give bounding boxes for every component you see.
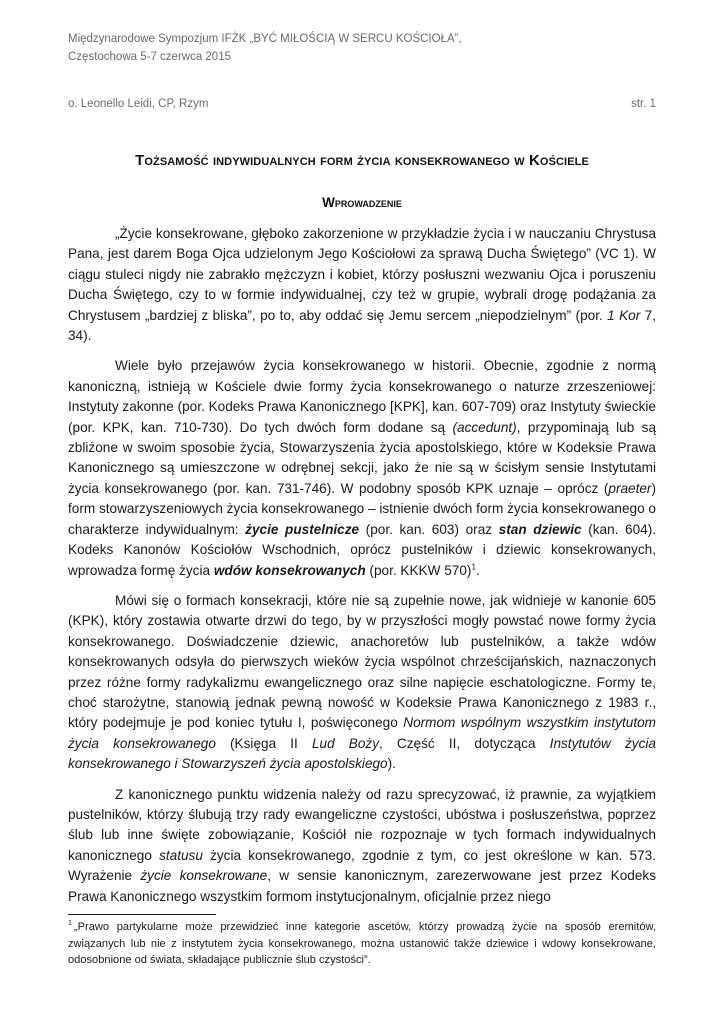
section-heading: Wprowadzenie (322, 195, 402, 210)
footnote-number: 1 (68, 920, 72, 928)
running-header-line-1: Międzynarodowe Sympozjum IFŻK „BYĆ MIŁOŚCIĄ W SERCU KOŚCIOŁA”, (68, 33, 462, 45)
footnote-text: „Prawo partykularne może przewidzieć inne kategorie ascetów, którzy prowadzą życie na sposób eremitów, związanych lub nie z instytutem życia konsekrowanego, można ustanowić także dziewice i wdowy konsekrowane, odosobnione od świata, składające publicznie ślub czystości”. (68, 921, 656, 966)
running-header-line-2: Częstochowa 5-7 czerwca 2015 (68, 51, 231, 63)
footnote (68, 919, 656, 969)
paragraph-2: Wiele było przejawów życia konsekrowanego w historii. Obecnie, zgodnie z normą kanoniczną, istnieją w Kościele dwie formy życia konsekrowanego o naturze zrzeszeniowej: Instytuty zakonne (por. Kodeks Prawa Kanonicznego [KPK], kan. 607-709) oraz Instytuty świeckie (por. KPK, kan. 710-730). Do tych dwóch form dodane są (accedunt), przypominają lub są zbliżone w swoim sposobie życia, Stowarzyszenia życia apostolskiego, które w Kodeksie Prawa Kanonicznego są umieszczone w odrębnej sekcji, jako że nie są w ścisłym sensie Instytutami życia konsekrowanego (por. kan. 731-746). W podobny sposób KPK uznaje – oprócz (praeter) form stowarzyszeniowych życia konsekrowanego – istnienie dwóch form życia konsekrowanego o charakterze indywidualnym: życie pustelnicze (por. kan. 603) oraz stan dziewic (kan. 604). Kodeks Kanonów Kościołów Wschodnich, oprócz pustelników i dziewic konsekrowanych, wprowadza formę życia wdów konsekrowanych (por. KKKW 570)$^1$. (68, 358, 657, 578)
footnote-reference[interactable]: 1 (471, 561, 476, 571)
paragraph-4: Z kanonicznego punktu widzenia należy od razu sprecyzować, iż prawnie, za wyjątkiem pustelników, którzy ślubują trzy rady ewangeliczne czystości, ubóstwa i posłuszeństwa, poprzez ślub lub inne święte zobowiązanie, Kościół nie rozpoznaje w tych formach indywidualnych kanonicznego statusu życia konsekrowanego, zgodnie z tym, co jest określone w kan. 573. Wyrażenie życie konsekrowane, w sensie kanonicznym, zarezerwowane jest przez Kodeks Prawa Kanonicznego wszystkim formom instytucjonalnym, oficjalnie przez niego (68, 786, 657, 904)
paragraph-1: „Życie konsekrowane, głęboko zakorzenione w przykładzie życia i w nauczaniu Chrystusa Pana, jest darem Boga Ojca udzielonym Jego Kościołowi za sprawą Ducha Świętego” (VC 1). W ciągu stuleci nigdy nie zabrakło mężczyzn i kobiet, którzy posłuszni wezwaniu Ojca i poruszeniu Ducha Świętego, czy to w formie indywidualnej, czy też w grupie, wybrali drogę podążania za Chrystusem „bardziej z bliska”, po to, aby oddać się Jemu sercem „niepodzielnym” (por. 1 Kor 7, 34). (68, 226, 656, 344)
footnote-separator (68, 914, 216, 915)
author-line (68, 98, 656, 110)
body-text (68, 224, 656, 907)
document-title: Tożsamość indywidualnych form życia konsekrowanego w Kościele (135, 152, 589, 169)
page-number: str. 1 (631, 98, 656, 110)
paragraph-3: Mówi się o formach konsekracji, które nie są zupełnie nowe, jak widnieje w kanonie 605 (KPK), który zostawia otwarte drzwi do tego, by w przyszłości mogły powstać nowe formy życia konsekrowanego. Doświadczenie dziewic, anachoretów lub pustelników, a także wdów konsekrowanych odsyła do pierwszych wieków życia wspólnot chrześcijańskich, naznaczonych przez różne formy radykalizmu ewangelicznego oraz silne napięcie eschatologiczne. Formy te, choć starożytne, stanowią jednak pewną nowość w Kodeksie Prawa Kanonicznego z 1983 r., który podejmuje je pod koniec tytułu I, poświęconego Normom wspólnym wszystkim instytutom życia konsekrowanego (Księga II Lud Boży, Część II, dotycząca Instytutów życia konsekrowanego i Stowarzyszeń życia apostolskiego). (68, 592, 656, 772)
author-name: o. Leonello Leidi, CP, Rzym (68, 98, 209, 110)
